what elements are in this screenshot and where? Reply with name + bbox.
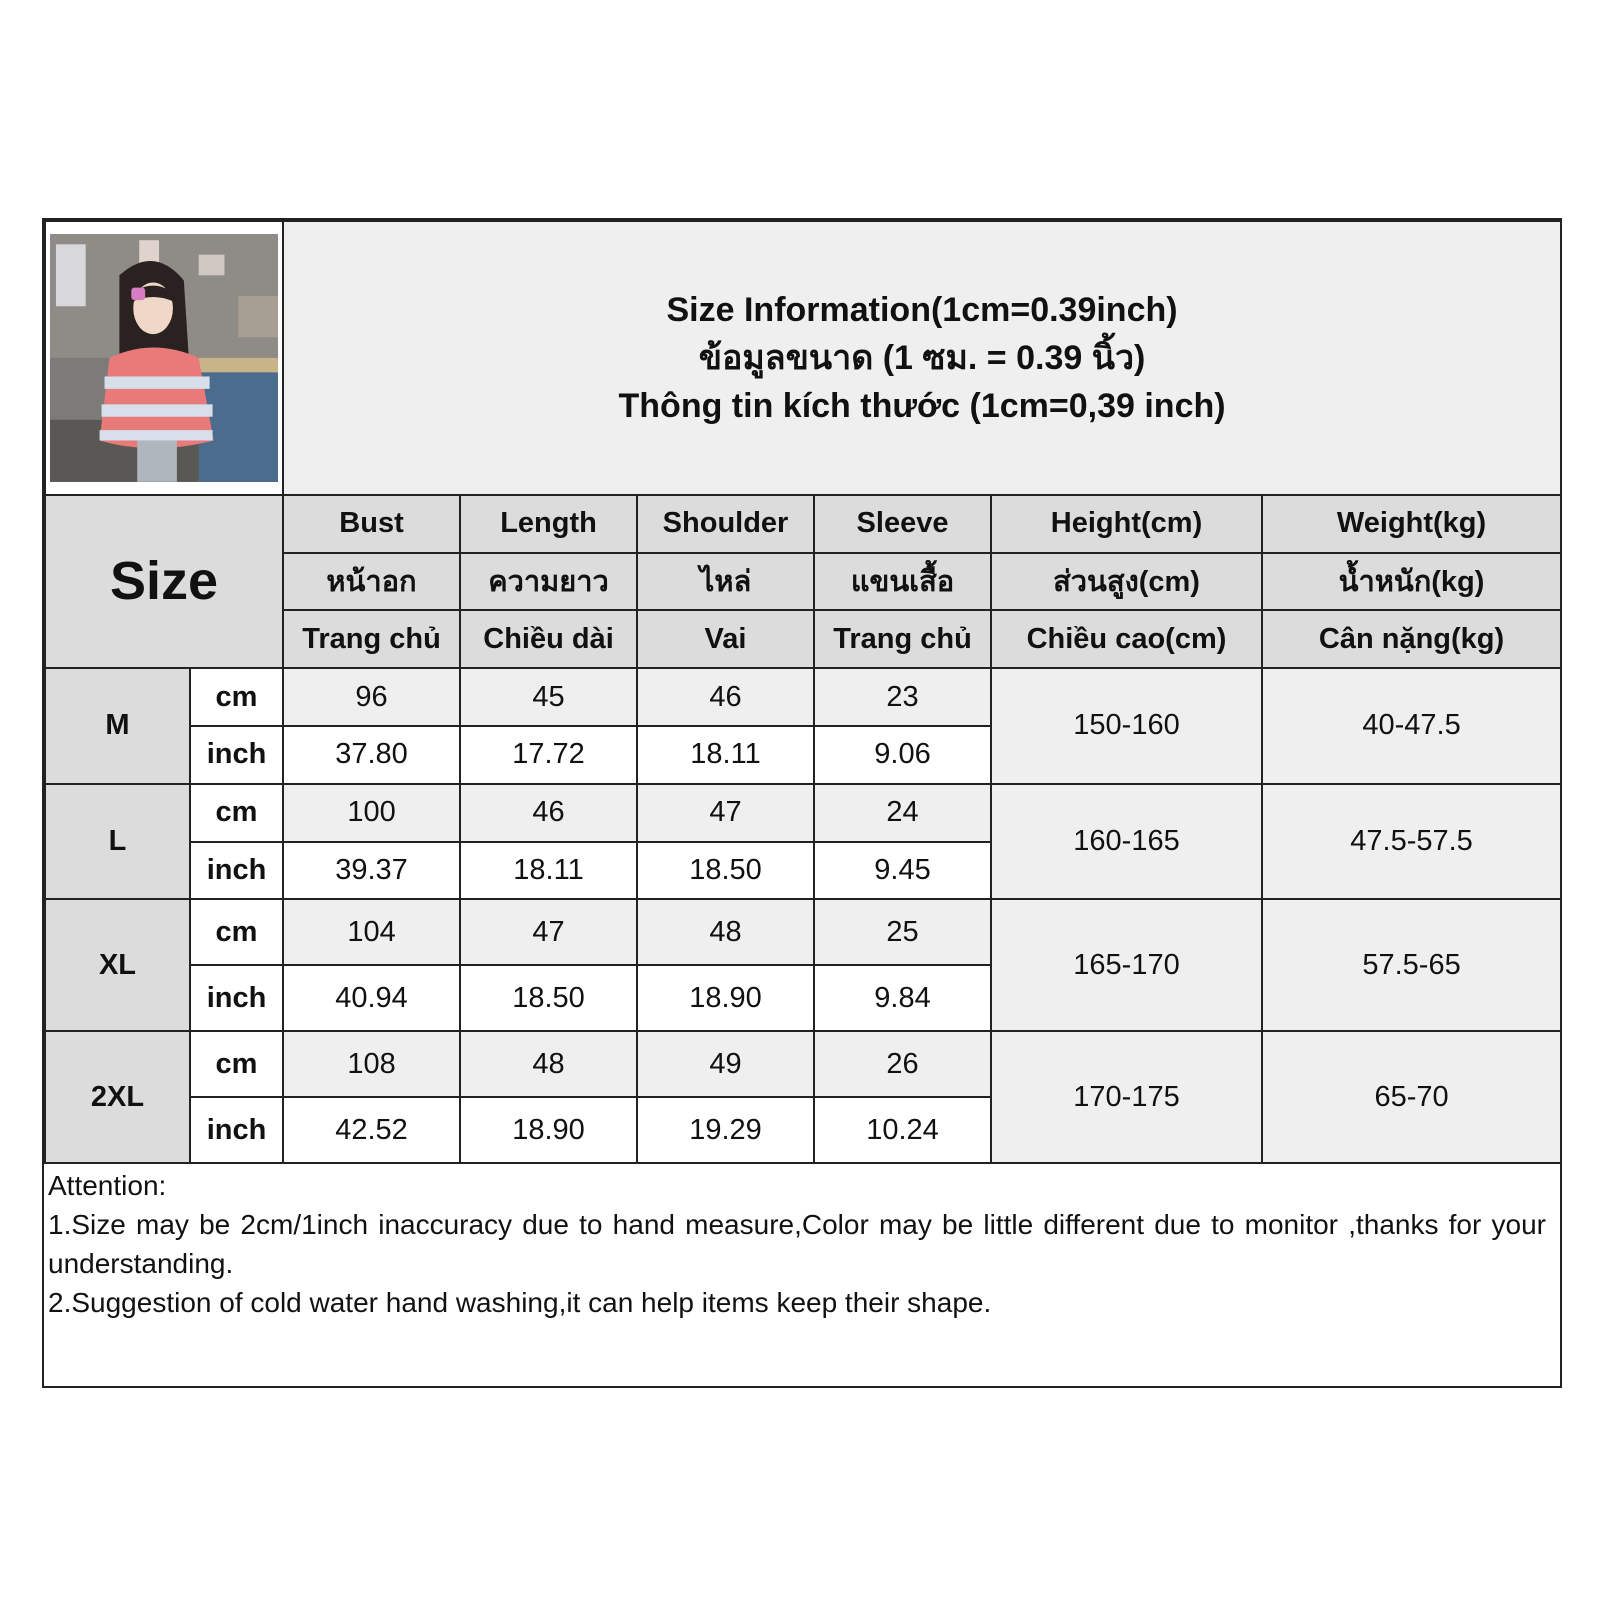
title-thai: ข้อมูลขนาด (1 ซม. = 0.39 นิ้ว): [698, 338, 1146, 377]
col-height-en: Height(cm): [991, 495, 1262, 553]
m-bust-cm: 96: [283, 668, 460, 726]
unit-inch-label: inch: [190, 965, 283, 1031]
size-xl-label: XL: [45, 899, 190, 1031]
xl-shoulder-cm: 48: [637, 899, 814, 965]
m-shoulder-cm: 46: [637, 668, 814, 726]
l-shoulder-inch: 18.50: [637, 842, 814, 900]
2xl-length-cm: 48: [460, 1031, 637, 1097]
l-height: 160-165: [991, 784, 1262, 900]
2xl-bust-inch: 42.52: [283, 1097, 460, 1163]
xl-bust-inch: 40.94: [283, 965, 460, 1031]
size-l-label: L: [45, 784, 190, 900]
col-sleeve-en: Sleeve: [814, 495, 991, 553]
m-shoulder-inch: 18.11: [637, 726, 814, 784]
model-photo-illustration: [50, 234, 278, 482]
size-m-label: M: [45, 668, 190, 784]
xl-sleeve-inch: 9.84: [814, 965, 991, 1031]
l-shoulder-cm: 47: [637, 784, 814, 842]
col-weight-vi: Cân nặng(kg): [1262, 610, 1561, 668]
attention-notes: [48, 1166, 1546, 1322]
m-length-cm: 45: [460, 668, 637, 726]
l-weight: 47.5-57.5: [1262, 784, 1561, 900]
xl-length-cm: 47: [460, 899, 637, 965]
col-bust-th: หน้าอก: [283, 553, 460, 611]
size-2xl-label: 2XL: [45, 1031, 190, 1163]
product-photo: [50, 234, 278, 482]
size-table: [44, 220, 1562, 1164]
xl-length-inch: 18.50: [460, 965, 637, 1031]
unit-cm-label: cm: [190, 668, 283, 726]
2xl-shoulder-inch: 19.29: [637, 1097, 814, 1163]
l-length-inch: 18.11: [460, 842, 637, 900]
col-shoulder-en: Shoulder: [637, 495, 814, 553]
2xl-shoulder-cm: 49: [637, 1031, 814, 1097]
2xl-sleeve-cm: 26: [814, 1031, 991, 1097]
product-photo-cell: [45, 221, 283, 495]
l-length-cm: 46: [460, 784, 637, 842]
col-weight-en: Weight(kg): [1262, 495, 1561, 553]
col-height-th: ส่วนสูง(cm): [991, 553, 1262, 611]
unit-inch-label: inch: [190, 842, 283, 900]
m-sleeve-cm: 23: [814, 668, 991, 726]
notes-heading: Attention:: [48, 1170, 167, 1201]
col-length-en: Length: [460, 495, 637, 553]
note-item-2: 2.Suggestion of cold water hand washing,it can help items keep their shape.: [48, 1287, 992, 1318]
m-sleeve-inch: 9.06: [814, 726, 991, 784]
title-english: Size Information(1cm=0.39inch): [666, 290, 1178, 329]
l-sleeve-inch: 9.45: [814, 842, 991, 900]
xl-shoulder-inch: 18.90: [637, 965, 814, 1031]
xl-weight: 57.5-65: [1262, 899, 1561, 1031]
col-weight-th: น้ำหนัก(kg): [1262, 553, 1561, 611]
title-vietnamese: Thông tin kích thước (1cm=0,39 inch): [618, 386, 1226, 425]
size-header: Size: [45, 495, 283, 668]
unit-cm-label: cm: [190, 784, 283, 842]
m-height: 150-160: [991, 668, 1262, 784]
l-bust-cm: 100: [283, 784, 460, 842]
2xl-height: 170-175: [991, 1031, 1262, 1163]
col-bust-vi: Trang chủ: [283, 610, 460, 668]
col-height-vi: Chiều cao(cm): [991, 610, 1262, 668]
col-bust-en: Bust: [283, 495, 460, 553]
xl-height: 165-170: [991, 899, 1262, 1031]
2xl-weight: 65-70: [1262, 1031, 1561, 1163]
col-sleeve-vi: Trang chủ: [814, 610, 991, 668]
l-bust-inch: 39.37: [283, 842, 460, 900]
col-sleeve-th: แขนเสื้อ: [814, 553, 991, 611]
l-sleeve-cm: 24: [814, 784, 991, 842]
2xl-sleeve-inch: 10.24: [814, 1097, 991, 1163]
col-length-vi: Chiều dài: [460, 610, 637, 668]
xl-bust-cm: 104: [283, 899, 460, 965]
col-shoulder-th: ไหล่: [637, 553, 814, 611]
size-info-title: [283, 221, 1561, 495]
2xl-length-inch: 18.90: [460, 1097, 637, 1163]
note-item-1: 1.Size may be 2cm/1inch inaccuracy due to hand measure,Color may be little different due to monitor ,thanks for your understanding.: [48, 1209, 1546, 1279]
col-shoulder-vi: Vai: [637, 610, 814, 668]
unit-cm-label: cm: [190, 1031, 283, 1097]
m-weight: 40-47.5: [1262, 668, 1561, 784]
m-bust-inch: 37.80: [283, 726, 460, 784]
unit-inch-label: inch: [190, 1097, 283, 1163]
xl-sleeve-cm: 25: [814, 899, 991, 965]
m-length-inch: 17.72: [460, 726, 637, 784]
unit-inch-label: inch: [190, 726, 283, 784]
col-length-th: ความยาว: [460, 553, 637, 611]
unit-cm-label: cm: [190, 899, 283, 965]
size-chart: [42, 218, 1562, 1388]
2xl-bust-cm: 108: [283, 1031, 460, 1097]
